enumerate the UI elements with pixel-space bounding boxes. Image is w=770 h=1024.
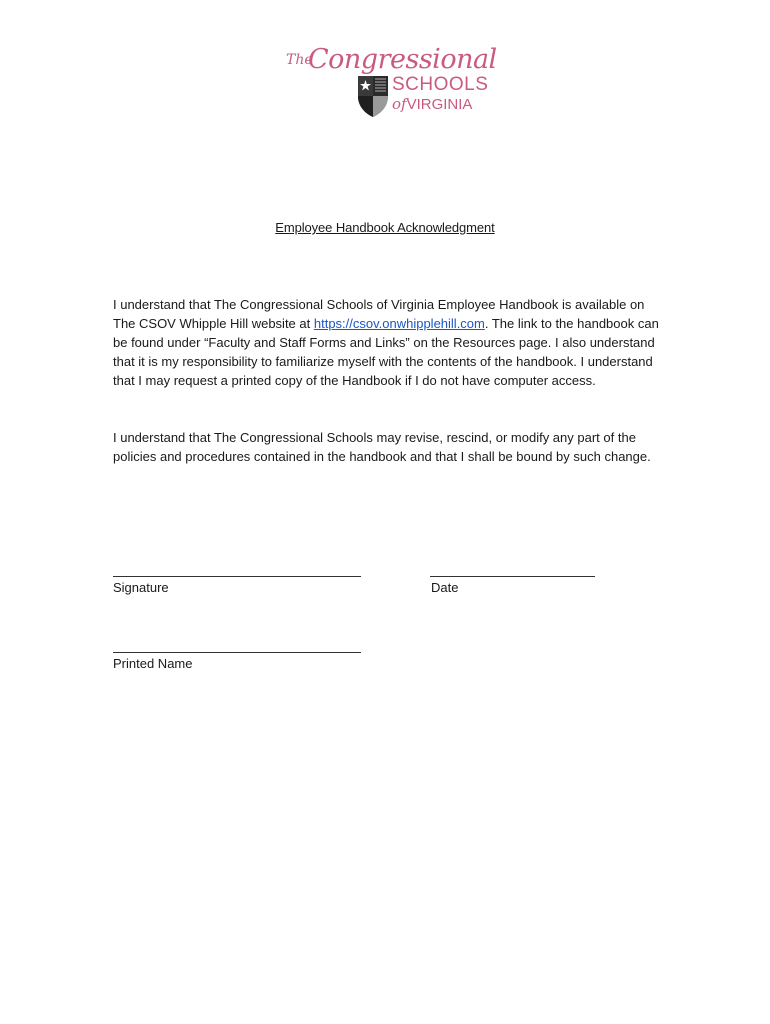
date-label: Date <box>431 580 459 595</box>
handbook-website-link[interactable]: https://csov.onwhipplehill.com <box>313 316 485 331</box>
logo-virginia-text: VIRGINIA <box>406 96 473 113</box>
logo-of-text: of <box>392 95 407 113</box>
printed-name-line[interactable] <box>113 652 361 653</box>
paragraph1-text-after-link: . The link to the handbook can be found under “Faculty and Staff Forms and Links” on the Resources page. I also understand that it is my responsibility to familiarize myself with the contents of the handbook. I understand that I may request a printed copy of the Handbook if I do not have computer access. <box>113 316 659 388</box>
acknowledgment-paragraph <box>113 295 663 390</box>
logo-schools-text: SCHOOLS <box>392 74 489 95</box>
document-title: Employee Handbook Acknowledgment <box>275 220 495 235</box>
printed-name-label: Printed Name <box>113 656 193 671</box>
paragraph1-text-before-link: I understand that The Congressional Schools of Virginia Employee Handbook is available on The CSOV Whipple Hill website at <box>113 297 645 331</box>
school-logo <box>282 40 497 120</box>
logo-the-text: The <box>286 52 313 68</box>
signature-label: Signature <box>113 580 169 595</box>
policy-change-paragraph: I understand that The Congressional Schools may revise, rescind, or modify any part of the policies and procedures contained in the handbook and that I shall be bound by such change. <box>113 430 651 464</box>
logo-virginia-line <box>392 95 472 113</box>
date-line[interactable] <box>430 576 595 577</box>
logo-congressional-text: Congressional <box>308 44 497 75</box>
crest-shield-icon <box>356 74 390 118</box>
signature-line[interactable] <box>113 576 361 577</box>
